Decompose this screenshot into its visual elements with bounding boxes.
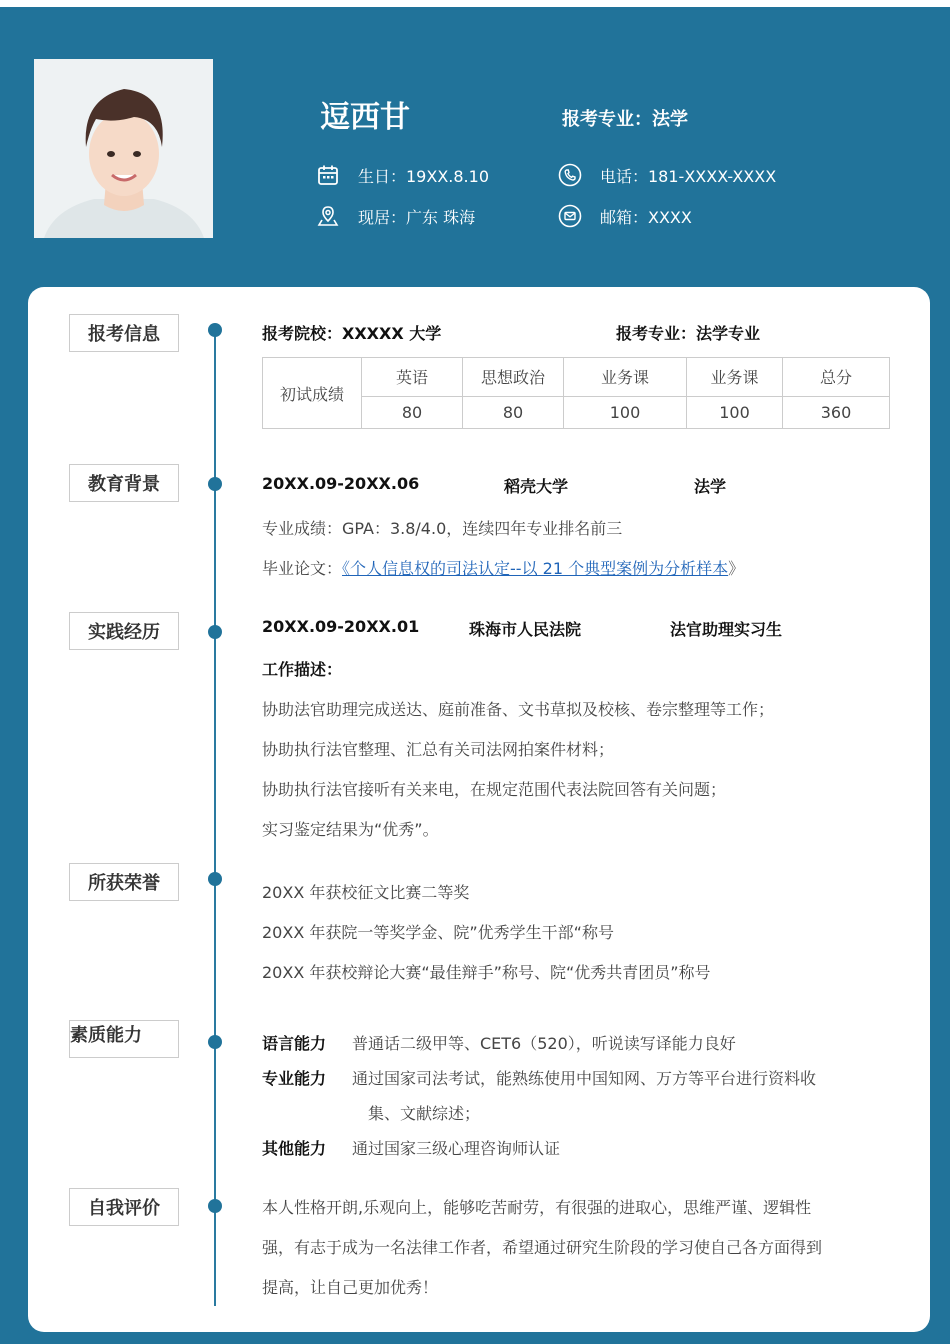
education-major: 法学 bbox=[694, 477, 727, 496]
score-value: 100 bbox=[564, 396, 687, 428]
score-value: 80 bbox=[362, 396, 463, 428]
honor-item: 20XX 年获院一等奖学金、院”优秀学生干部“称号 bbox=[262, 923, 614, 942]
section-title-application: 报考信息 bbox=[69, 314, 179, 352]
email-text: 邮箱：XXXX bbox=[600, 207, 692, 227]
resume-card bbox=[28, 287, 930, 1332]
section-title-skills: 素质能力 bbox=[69, 1020, 179, 1058]
section-title-education: 教育背景 bbox=[69, 464, 179, 502]
location-icon bbox=[316, 204, 340, 228]
thesis-prefix: 毕业论文： bbox=[262, 559, 343, 578]
skill-label: 语言能力 bbox=[262, 1034, 327, 1053]
timeline-dot bbox=[208, 1199, 222, 1213]
target-school: 报考院校：XXXXX 大学 bbox=[262, 324, 442, 343]
score-header: 思想政治 bbox=[463, 358, 564, 397]
timeline-dot bbox=[208, 477, 222, 491]
education-gpa: 专业成绩：GPA：3.8/4.0，连续四年专业排名前三 bbox=[262, 519, 623, 538]
email-info bbox=[558, 202, 692, 230]
skill-text: 通过国家司法考试，能熟练使用中国知网、万方等平台进行资料收 bbox=[352, 1069, 817, 1088]
score-header: 英语 bbox=[362, 358, 463, 397]
score-row-label: 初试成绩 bbox=[263, 358, 362, 429]
practice-role: 法官助理实习生 bbox=[670, 620, 783, 639]
self-eval-line: 强，有志于成为一名法律工作者，希望通过研究生阶段的学习使自己各方面得到 bbox=[262, 1238, 823, 1257]
mail-icon bbox=[558, 204, 582, 228]
self-eval-line: 本人性格开朗,乐观向上，能够吃苦耐劳，有很强的进取心，思维严谨、逻辑性 bbox=[262, 1198, 812, 1217]
practice-line: 协助法官助理完成送达、庭前准备、文书草拟及校核、卷宗整理等工作； bbox=[262, 700, 775, 719]
practice-line: 实习鉴定结果为“优秀”。 bbox=[262, 820, 439, 839]
header-major: 报考专业：法学 bbox=[562, 109, 688, 130]
skill-text: 普通话二级甲等、CET6（520），听说读写译能力良好 bbox=[352, 1034, 736, 1053]
calendar-icon bbox=[316, 163, 340, 187]
candidate-name: 逗西甘 bbox=[320, 100, 410, 135]
portrait-illustration bbox=[34, 59, 213, 238]
education-thesis bbox=[262, 556, 744, 579]
location-text: 现居：广东 珠海 bbox=[358, 207, 476, 227]
section-title-self-eval: 自我评价 bbox=[69, 1188, 179, 1226]
section-title-honors: 所获荣誉 bbox=[69, 863, 179, 901]
timeline-dot bbox=[208, 1035, 222, 1049]
timeline-dot bbox=[208, 323, 222, 337]
phone-icon bbox=[558, 163, 582, 187]
practice-org: 珠海市人民法院 bbox=[469, 620, 582, 639]
education-school: 稻壳大学 bbox=[504, 477, 569, 496]
practice-line: 协助执行法官整理、汇总有关司法网拍案件材料； bbox=[262, 740, 615, 759]
location-info bbox=[316, 202, 475, 230]
skill-label: 其他能力 bbox=[262, 1139, 327, 1158]
score-header-row bbox=[263, 358, 890, 397]
thesis-link[interactable]: 《个人信息权的司法认定--以 21 个典型案例为分析样本 bbox=[342, 559, 729, 578]
score-value: 100 bbox=[687, 396, 783, 428]
phone-text: 电话：181-XXXX-XXXX bbox=[600, 166, 777, 186]
thesis-suffix: 》 bbox=[728, 559, 745, 578]
section-title-practice: 实践经历 bbox=[69, 612, 179, 650]
practice-desc-label: 工作描述： bbox=[262, 660, 343, 679]
birth-text: 生日：19XX.8.10 bbox=[358, 166, 489, 186]
top-border bbox=[0, 0, 950, 7]
timeline-dot bbox=[208, 872, 222, 886]
skill-text: 通过国家三级心理咨询师认证 bbox=[352, 1139, 561, 1158]
honor-item: 20XX 年获校辩论大赛“最佳辩手”称号、院“优秀共青团员”称号 bbox=[262, 963, 711, 982]
score-header: 总分 bbox=[783, 358, 890, 397]
target-major: 报考专业：法学专业 bbox=[616, 324, 761, 343]
score-value: 80 bbox=[463, 396, 564, 428]
timeline-dot bbox=[208, 625, 222, 639]
self-eval-line: 提高，让自己更加优秀！ bbox=[262, 1278, 439, 1297]
score-table bbox=[262, 357, 890, 429]
phone-info bbox=[558, 161, 776, 189]
education-period: 20XX.09-20XX.06 bbox=[262, 474, 420, 493]
avatar-photo bbox=[34, 59, 213, 238]
skill-label: 专业能力 bbox=[262, 1069, 327, 1088]
score-header: 业务课 bbox=[564, 358, 687, 397]
honor-item: 20XX 年获校征文比赛二等奖 bbox=[262, 883, 470, 902]
birth-info bbox=[316, 161, 489, 189]
practice-period: 20XX.09-20XX.01 bbox=[262, 617, 420, 636]
score-header: 业务课 bbox=[687, 358, 783, 397]
skill-text-continued: 集、文献综述； bbox=[368, 1104, 481, 1123]
practice-line: 协助执行法官接听有关来电，在规定范围代表法院回答有关问题； bbox=[262, 780, 727, 799]
score-value: 360 bbox=[783, 396, 890, 428]
